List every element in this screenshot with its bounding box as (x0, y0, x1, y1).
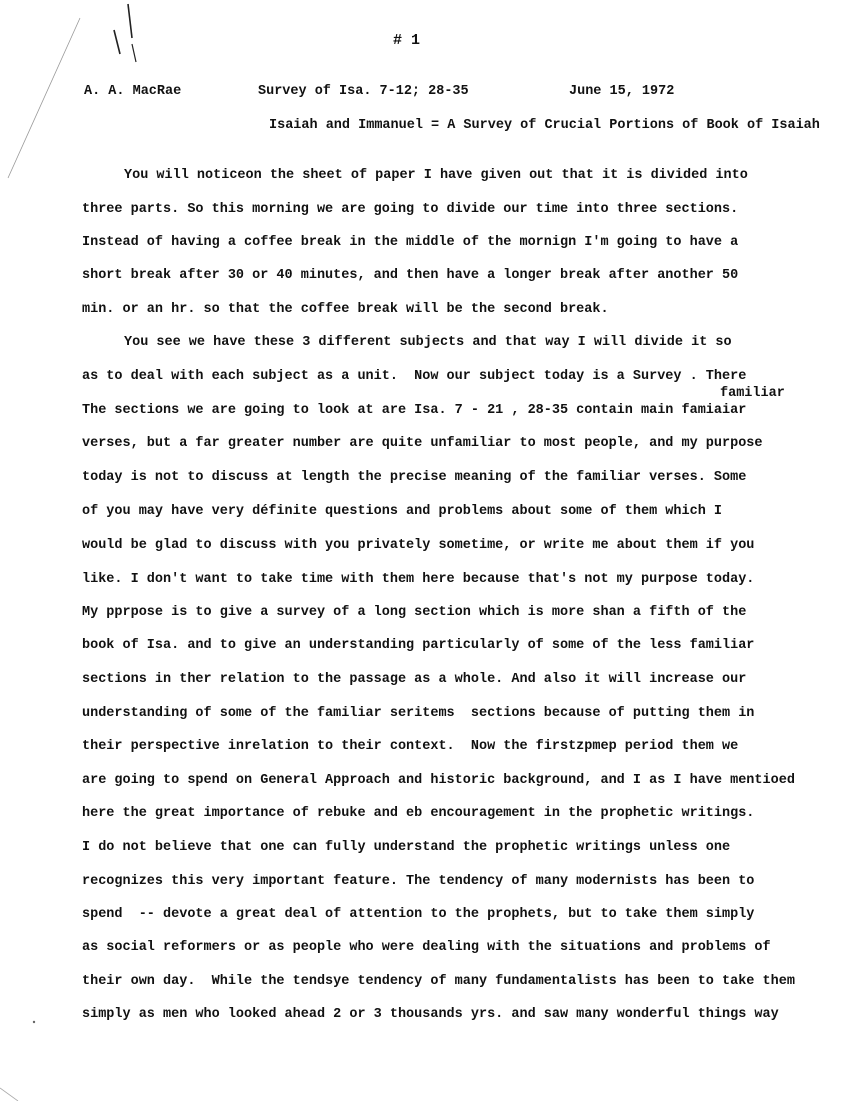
header-date: June 15, 1972 (569, 84, 675, 99)
pen-stroke-2 (114, 30, 120, 54)
pen-stroke-3 (132, 44, 136, 62)
document-subtitle: Isaiah and Immanuel = A Survey of Crucial Portions of Book of Isaiah (269, 118, 820, 133)
text-line: simply as men who looked ahead 2 or 3 thousands yrs. and saw many wonderful things way (82, 1007, 779, 1022)
text-line: The sections we are going to look at are Isa. 7 - 21 , 28-35 contain main famiaiar (82, 403, 747, 418)
text-line: Instead of having a coffee break in the middle of the mornign I'm going to have a (82, 235, 739, 250)
page-number: # 1 (393, 32, 421, 49)
handwritten-insertion: familiar (720, 386, 785, 401)
bottom-edge-mark (0, 1088, 18, 1101)
text-line: their own day. While the tendsye tendency of many fundamentalists has been to take them (82, 974, 795, 989)
text-line: understanding of some of the familiar seritems sections because of putting them in (82, 706, 755, 721)
text-line: here the great importance of rebuke and eb encouragement in the prophetic writings. (82, 806, 755, 821)
text-line: three parts. So this morning we are going to divide our time into three sections. (82, 202, 739, 217)
text-line: sections in ther relation to the passage as a whole. And also it will increase our (82, 672, 747, 687)
stray-dot (33, 1021, 35, 1023)
text-line: min. or an hr. so that the coffee break will be the second break. (82, 302, 609, 317)
text-line: My pprpose is to give a survey of a long section which is more shan a fifth of the (82, 605, 747, 620)
text-line: of you may have very définite questions and problems about some of them which I (82, 504, 723, 519)
text-line: You will noticeon the sheet of paper I have given out that it is divided into (124, 168, 748, 183)
text-line: as social reformers or as people who were dealing with the situations and problems of (82, 940, 771, 955)
text-line: You see we have these 3 different subjects and that way I will divide it so (124, 335, 732, 350)
text-line: book of Isa. and to give an understanding particularly of some of the less familiar (82, 638, 755, 653)
text-line: verses, but a far greater number are quite unfamiliar to most people, and my purpose (82, 436, 763, 451)
text-line: their perspective inrelation to their context. Now the firstzpmep period them we (82, 739, 739, 754)
text-line: I do not believe that one can fully understand the prophetic writings unless one (82, 840, 731, 855)
header-author: A. A. MacRae (84, 84, 182, 99)
text-line: short break after 30 or 40 minutes, and then have a longer break after another 50 (82, 268, 739, 283)
text-line: like. I don't want to take time with them here because that's not my purpose today. (82, 572, 755, 587)
text-line: as to deal with each subject as a unit. Now our subject today is a Survey . There (82, 369, 747, 384)
text-line: would be glad to discuss with you privately sometime, or write me about them if you (82, 538, 755, 553)
text-line: spend -- devote a great deal of attention to the prophets, but to take them simply (82, 907, 755, 922)
pen-stroke-1 (128, 4, 132, 38)
margin-line (8, 18, 80, 178)
text-line: recognizes this very important feature. The tendency of many modernists has been to (82, 874, 755, 889)
header-course: Survey of Isa. 7-12; 28-35 (258, 84, 469, 99)
text-line: today is not to discuss at length the precise meaning of the familiar verses. Some (82, 470, 747, 485)
text-line: are going to spend on General Approach and historic background, and I as I have mentioed (82, 773, 795, 788)
